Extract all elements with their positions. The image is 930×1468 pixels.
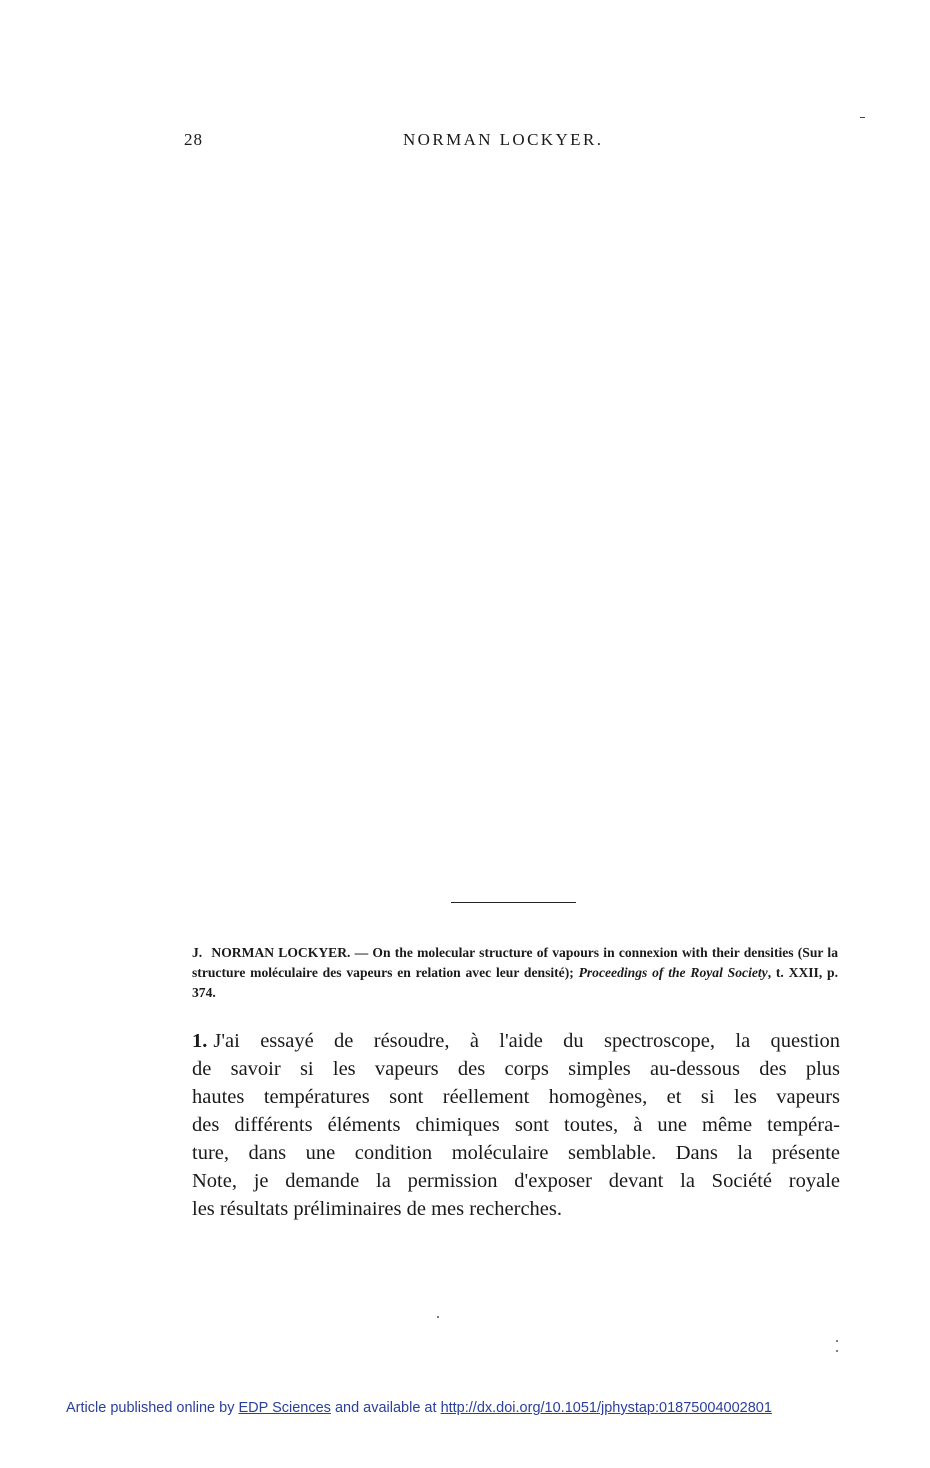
running-title: NORMAN LOCKYER. [403, 130, 604, 149]
paragraph-line: des différents éléments chimiques sont toutes, à une même tempéra- [192, 1114, 840, 1136]
paragraph-line: 1. J'ai essayé de résoudre, à l'aide du spectroscope, la question [192, 1030, 840, 1052]
paragraph-number: 1. [192, 1030, 208, 1052]
scan-speck [437, 1316, 439, 1318]
reference-title: — On the molecular structure of vapours in connexion with their densities (Sur la structure moléculaire des vapeurs en relation avec leur densité); [192, 945, 838, 980]
paragraph-line: de savoir si les vapeurs des corps simples au-dessous des plus [192, 1058, 840, 1080]
paragraph-line: Note, je demande la permission d'exposer devant la Société royale [192, 1170, 840, 1192]
scan-speck [836, 1340, 838, 1342]
doi-link[interactable]: http://dx.doi.org/10.1051/jphystap:01875004002801 [440, 1400, 772, 1416]
paragraph-line: les résultats préliminaires de mes recherches. [192, 1198, 562, 1220]
edge-mark [860, 117, 865, 118]
reference-journal: Proceedings of the Royal Society [578, 965, 768, 980]
page-number: 28 [184, 130, 203, 149]
running-header [0, 130, 930, 154]
reference-volume: , t. XXII, p. 374. [192, 965, 839, 1000]
paragraph-line: ture, dans une condition moléculaire semblable. Dans la présente [192, 1142, 840, 1164]
scan-speck [836, 1350, 838, 1352]
reference-number: J. [192, 945, 203, 960]
section-divider [451, 902, 576, 903]
body-paragraph [192, 1027, 840, 1223]
publication-footer [66, 1399, 866, 1417]
bibliographic-reference [192, 943, 838, 1003]
footer-prefix: Article published online by [66, 1400, 239, 1416]
publisher-link[interactable]: EDP Sciences [238, 1400, 331, 1416]
paragraph-line: hautes températures sont réellement homogènes, et si les vapeurs [192, 1086, 840, 1108]
footer-middle: and available at [330, 1400, 441, 1416]
reference-author: NORMAN LOCKYER. [211, 945, 351, 960]
